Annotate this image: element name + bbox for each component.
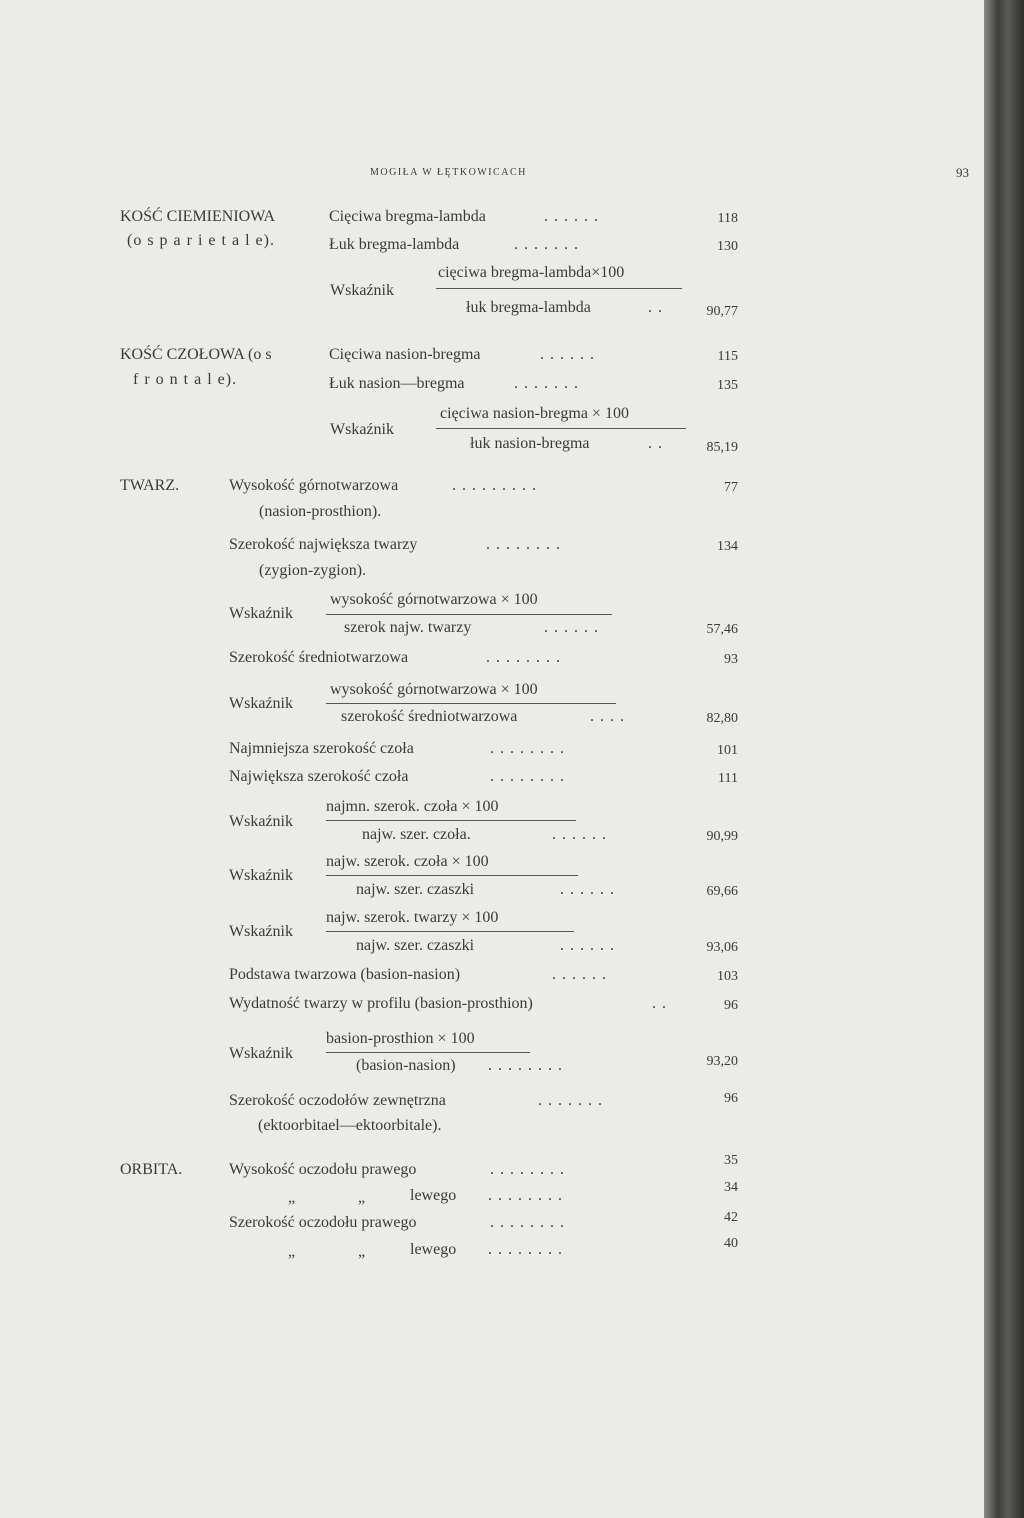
- orbit-height-right-value: 35: [724, 1153, 738, 1168]
- face-index5-denominator: najw. szer. czaszki: [356, 937, 475, 954]
- leader-dots: ......: [544, 619, 604, 636]
- fraction-line: [326, 820, 576, 821]
- orbit-width-left-value: 40: [724, 1236, 738, 1251]
- face-min-forehead-value: 101: [717, 743, 738, 758]
- frontal-chord-label: Cięciwa nasion-bregma: [329, 346, 481, 363]
- face-index6-label: Wskaźnik: [229, 1045, 293, 1062]
- face-max-width-sub: (zygion-zygion).: [259, 562, 367, 579]
- face-index1-value: 57,46: [706, 622, 738, 637]
- running-header: MOGIŁA W ŁĘTKOWICACH: [370, 167, 527, 178]
- leader-dots: ........: [488, 1187, 568, 1204]
- face-orbital-width-label: Szerokość oczodołów zewnętrzna: [229, 1092, 446, 1109]
- face-index3-denominator: najw. szer. czoła.: [362, 826, 471, 843]
- fraction-line: [326, 875, 578, 876]
- leader-dots: .......: [514, 236, 584, 253]
- parietal-arc-value: 130: [717, 239, 738, 254]
- fraction-line: [436, 428, 686, 429]
- face-index4-denominator: najw. szer. czaszki: [356, 881, 475, 898]
- orbit-width-left-label: lewego: [410, 1241, 457, 1258]
- ditto-mark: „: [288, 1189, 296, 1206]
- book-spine: [984, 0, 1024, 1518]
- face-upper-height-label: Wysokość górnotwarzowa: [229, 477, 399, 494]
- section-latin-frontal: f r o n t a l e).: [133, 371, 238, 388]
- leader-dots: ........: [486, 649, 566, 666]
- face-index4-label: Wskaźnik: [229, 867, 293, 884]
- face-index1-denominator: szerok najw. twarzy: [344, 619, 472, 636]
- face-index4-value: 69,66: [706, 884, 738, 899]
- leader-dots: ........: [486, 536, 566, 553]
- face-index5-label: Wskaźnik: [229, 923, 293, 940]
- leader-dots: ..: [652, 995, 672, 1012]
- leader-dots: .......: [514, 375, 584, 392]
- frontal-arc-value: 135: [717, 378, 738, 393]
- leader-dots: ........: [490, 1214, 570, 1231]
- parietal-index-value: 90,77: [706, 304, 738, 319]
- orbit-height-right-label: Wysokość oczodołu prawego: [229, 1161, 417, 1178]
- face-index3-numerator: najmn. szerok. czoła × 100: [326, 798, 499, 815]
- face-orbital-width-sub: (ektoorbitael—ektoorbitale).: [258, 1117, 442, 1134]
- frontal-index-label: Wskaźnik: [330, 421, 394, 438]
- face-profile-value: 96: [724, 998, 738, 1013]
- face-index2-label: Wskaźnik: [229, 695, 293, 712]
- face-upper-height-sub: (nasion-prosthion).: [259, 503, 382, 520]
- section-label-face: TWARZ.: [120, 477, 180, 494]
- fraction-line: [326, 614, 612, 615]
- face-index5-value: 93,06: [706, 940, 738, 955]
- orbit-height-left-label: lewego: [410, 1187, 457, 1204]
- leader-dots: ......: [544, 208, 604, 225]
- section-label-frontal: KOŚĆ CZOŁOWA (o s: [120, 346, 272, 363]
- face-index2-value: 82,80: [706, 711, 738, 726]
- face-orbital-width-value: 96: [724, 1091, 738, 1106]
- leader-dots: ..: [648, 299, 668, 316]
- fraction-line: [326, 931, 574, 932]
- parietal-chord-value: 118: [717, 211, 738, 226]
- face-index5-numerator: najw. szerok. twarzy × 100: [326, 909, 499, 926]
- frontal-arc-label: Łuk nasion—bregma: [329, 375, 465, 392]
- orbit-height-left-value: 34: [724, 1180, 738, 1195]
- leader-dots: ........: [490, 768, 570, 785]
- section-latin-parietal: (o s p a r i e t a l e).: [127, 232, 275, 249]
- frontal-chord-value: 115: [717, 349, 738, 364]
- page-number: 93: [956, 165, 969, 180]
- face-index6-numerator: basion-prosthion × 100: [326, 1030, 475, 1047]
- face-max-width-label: Szerokość największa twarzy: [229, 536, 418, 553]
- frontal-index-value: 85,19: [706, 440, 738, 455]
- face-max-forehead-label: Największa szerokość czoła: [229, 768, 409, 785]
- leader-dots: .........: [452, 477, 542, 494]
- face-max-forehead-value: 111: [718, 771, 738, 786]
- leader-dots: ......: [540, 346, 600, 363]
- leader-dots: ......: [560, 881, 620, 898]
- ditto-mark: „: [358, 1189, 366, 1206]
- leader-dots: ........: [490, 1161, 570, 1178]
- section-label-parietal: KOŚĆ CIEMIENIOWA: [120, 208, 276, 225]
- face-mid-width-value: 93: [724, 652, 738, 667]
- face-profile-label: Wydatność twarzy w profilu (basion-prosthion): [229, 995, 533, 1012]
- leader-dots: ........: [488, 1057, 568, 1074]
- face-index6-denominator: (basion-nasion): [356, 1057, 456, 1074]
- parietal-arc-label: Łuk bregma-lambda: [329, 236, 460, 253]
- frontal-index-denominator: łuk nasion-bregma: [470, 435, 590, 452]
- fraction-line: [326, 1052, 530, 1053]
- parietal-index-numerator: cięciwa bregma-lambda×100: [438, 264, 625, 281]
- fraction-line: [326, 703, 616, 704]
- face-upper-height-value: 77: [724, 480, 738, 495]
- face-min-forehead-label: Najmniejsza szerokość czoła: [229, 740, 414, 757]
- frontal-index-numerator: cięciwa nasion-bregma × 100: [440, 405, 629, 422]
- face-index1-numerator: wysokość górnotwarzowa × 100: [330, 591, 538, 608]
- ditto-mark: „: [288, 1243, 296, 1260]
- ditto-mark: „: [358, 1243, 366, 1260]
- leader-dots: ........: [490, 740, 570, 757]
- face-index1-label: Wskaźnik: [229, 605, 293, 622]
- leader-dots: .......: [538, 1092, 608, 1109]
- leader-dots: ....: [590, 708, 630, 725]
- face-index3-label: Wskaźnik: [229, 813, 293, 830]
- orbit-width-right-label: Szerokość oczodołu prawego: [229, 1214, 417, 1231]
- face-base-label: Podstawa twarzowa (basion-nasion): [229, 966, 461, 983]
- leader-dots: ..: [648, 435, 668, 452]
- fraction-line: [436, 288, 682, 289]
- leader-dots: ......: [552, 826, 612, 843]
- face-mid-width-label: Szerokość średniotwarzowa: [229, 649, 409, 666]
- leader-dots: ........: [488, 1241, 568, 1258]
- face-index2-denominator: szerokość średniotwarzowa: [341, 708, 518, 725]
- parietal-chord-label: Cięciwa bregma-lambda: [329, 208, 486, 225]
- face-index6-value: 93,20: [706, 1054, 738, 1069]
- face-index3-value: 90,99: [706, 829, 738, 844]
- face-max-width-value: 134: [717, 539, 738, 554]
- parietal-index-denominator: łuk bregma-lambda: [466, 299, 591, 316]
- face-base-value: 103: [717, 969, 738, 984]
- section-label-orbit: ORBITA.: [120, 1161, 183, 1178]
- parietal-index-label: Wskaźnik: [330, 282, 394, 299]
- orbit-width-right-value: 42: [724, 1210, 738, 1225]
- face-index4-numerator: najw. szerok. czoła × 100: [326, 853, 489, 870]
- face-index2-numerator: wysokość górnotwarzowa × 100: [330, 681, 538, 698]
- leader-dots: ......: [552, 966, 612, 983]
- leader-dots: ......: [560, 937, 620, 954]
